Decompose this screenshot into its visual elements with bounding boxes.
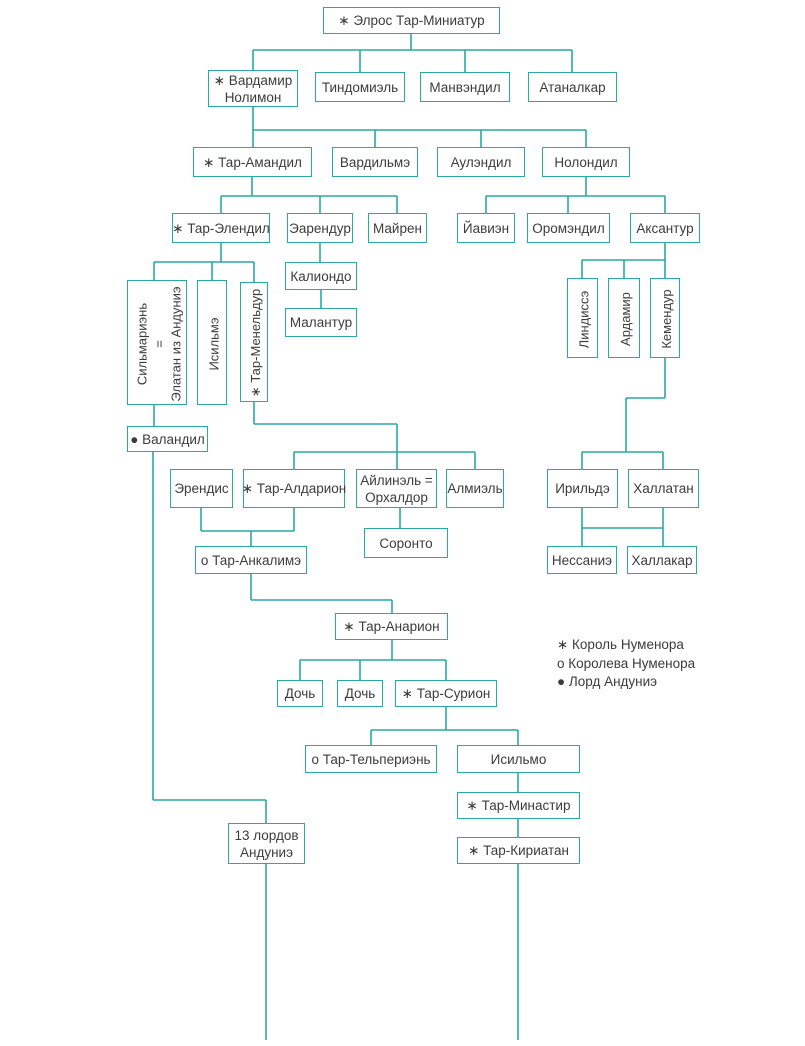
tree-node-axantur (630, 213, 700, 243)
tree-node-soronto (364, 528, 448, 558)
tree-node-valandil (127, 426, 208, 452)
tree-node-elros (323, 7, 500, 34)
tree-node-label: Орхалдор (365, 489, 428, 505)
tree-node-label: о Тар-Анкалимэ (200, 552, 302, 568)
tree-node-label: Андуниэ (240, 844, 293, 860)
tree-node-label: Аксантур (636, 220, 694, 236)
tree-node-label: ● Валандил (130, 431, 205, 447)
tree-node-daughter2 (337, 680, 383, 707)
tree-node-oromendil (527, 213, 610, 243)
tree-node-minastir (457, 792, 580, 819)
tree-node-label: Кемендур (658, 289, 674, 349)
legend-item-lord: ● Лорд Андуниэ (557, 674, 658, 689)
tree-node-tindomiel (315, 72, 405, 102)
tree-node-label: Алмиэль (447, 481, 503, 496)
tree-node-label: Аулэндил (450, 154, 512, 170)
tree-node-lords-andunie (228, 823, 305, 864)
tree-node-label: Йавиэн (462, 220, 510, 236)
tree-node-aldarion (243, 469, 345, 508)
tree-node-label: Майрен (373, 220, 422, 236)
tree-node-label: Тиндомиэль (321, 79, 399, 95)
tree-node-label: Манвэндил (429, 79, 501, 95)
tree-node-label: Линдиссэ (576, 290, 591, 348)
tree-node-label: ∗ Тар-Алдарион (241, 481, 347, 496)
tree-node-mairen (368, 213, 427, 243)
tree-node-label: о Тар-Тельпериэнь (311, 751, 431, 767)
tree-node-label: ∗ Тар-Амандил (203, 154, 302, 170)
tree-node-label: ∗ Тар-Минастир (466, 798, 571, 813)
tree-node-isilme (197, 280, 227, 405)
tree-node-ailinel (356, 469, 437, 508)
tree-node-anarion (335, 613, 448, 640)
tree-node-erendis (170, 469, 233, 508)
tree-node-label: Сильмариэнь (133, 302, 149, 385)
tree-node-nessanie (547, 546, 617, 574)
tree-node-aulendil (437, 147, 525, 177)
tree-node-yavien (457, 213, 515, 243)
tree-node-label: Элатан из Андуниэ (167, 285, 183, 402)
tree-node-label: ∗ Тар-Анарион (343, 619, 440, 634)
tree-node-label: Атаналкар (539, 79, 606, 95)
tree-node-label: Нолондил (554, 154, 618, 170)
tree-node-kemendur (650, 278, 680, 358)
tree-node-ancalime (195, 546, 307, 574)
tree-node-label: = (150, 339, 166, 348)
tree-node-label: Калиондо (290, 268, 352, 284)
tree-node-vardilme (332, 147, 418, 177)
tree-node-meneldur (240, 282, 268, 402)
tree-node-label: Соронто (379, 535, 433, 551)
tree-node-label: Исильмо (490, 751, 547, 767)
tree-node-tar-elendil (172, 213, 270, 243)
tree-node-label: Эарендур (289, 220, 351, 236)
tree-node-label: Дочь (344, 686, 376, 701)
tree-node-hallatan (628, 469, 699, 508)
tree-node-ardamir (608, 278, 640, 358)
legend (557, 636, 695, 692)
tree-node-surion (395, 680, 497, 707)
tree-node-daughter1 (277, 680, 323, 707)
tree-node-label: Халлакар (631, 552, 693, 568)
tree-node-manvendil (420, 72, 510, 102)
tree-node-label: Нолимон (224, 89, 282, 105)
tree-node-label: ∗ Тар-Кириатан (468, 843, 569, 858)
tree-node-label: Оромэндил (532, 220, 605, 236)
tree-node-hallacar (627, 546, 697, 574)
tree-node-label: 13 лордов (234, 827, 299, 843)
tree-node-label: Дочь (284, 686, 316, 701)
tree-node-lindisse (567, 278, 598, 358)
tree-node-atanalcar (528, 72, 617, 102)
tree-node-vardamir (208, 70, 298, 107)
tree-node-tar-amandil (193, 147, 312, 177)
tree-node-label: ∗ Тар-Сурион (401, 686, 491, 701)
tree-node-label: Айлинэль = (360, 472, 433, 488)
tree-node-label: Вардильмэ (339, 154, 411, 170)
tree-node-label: ∗ Вардамир (213, 72, 293, 88)
tree-node-malantur (285, 308, 357, 337)
tree-node-caliondo (285, 262, 357, 290)
tree-node-irilde (547, 469, 618, 508)
tree-node-label: Ардамир (617, 292, 633, 346)
tree-node-silmarien (127, 280, 187, 405)
tree-node-label: Нессаниэ (551, 552, 613, 568)
tree-node-label: ∗ Тар-Элендил (172, 220, 270, 236)
tree-node-label: Халлатан (633, 481, 694, 496)
tree-node-label: Эрендис (174, 481, 229, 496)
tree-node-isilmo (457, 745, 580, 773)
tree-node-label: ∗ Элрос Тар-Миниатур (338, 13, 485, 28)
tree-node-ciryatan (457, 837, 580, 864)
tree-node-nolondil (542, 147, 630, 177)
tree-node-earendur (287, 213, 353, 243)
tree-node-almiel (446, 469, 504, 508)
tree-node-label: Малантур (289, 315, 353, 330)
tree-node-label: Исильмэ (205, 316, 221, 371)
tree-node-telperien (305, 745, 437, 773)
legend-item-queen: о Королева Нуменора (557, 655, 696, 671)
legend-item-king: ∗ Король Нуменора (557, 637, 684, 652)
tree-node-label: Ирильдэ (555, 481, 610, 496)
tree-node-label: ∗ Тар-Менельдур (247, 288, 263, 398)
